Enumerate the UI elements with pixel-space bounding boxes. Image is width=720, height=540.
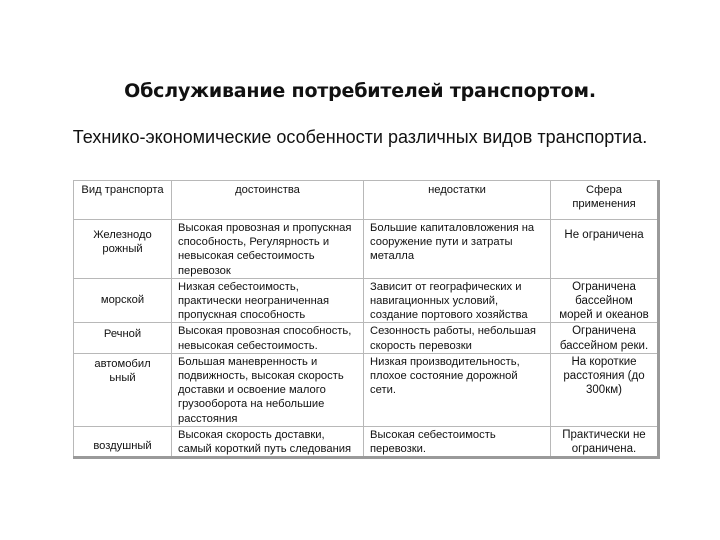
cell-disadvantages: Низкая производительность, плохое состояние дорожной сети. (364, 353, 551, 426)
cell-scope: На короткие расстояния (до 300км) (551, 353, 659, 426)
cell-advantages: Высокая провозная способность, невысокая себестоимость. (172, 323, 364, 353)
cell-disadvantages: Высокая себестоимость перевозки. (364, 426, 551, 457)
transport-comparison-table (73, 180, 660, 459)
cell-type: воздушный (74, 426, 172, 457)
table-row (74, 353, 659, 426)
cell-advantages: Высокая провозная и пропускная способность, Регулярность и невысокая себестоимость перевозок (172, 220, 364, 279)
cell-type: автомобил ьный (74, 353, 172, 426)
cell-scope: Ограничена бассейном реки. (551, 323, 659, 353)
page-subtitle: Технико-экономические особенности различных видов транспортиа. (72, 127, 648, 147)
cell-scope: Ограничена бассейном морей и океанов (551, 278, 659, 323)
table-row (74, 323, 659, 353)
cell-type: Железнодо рожный (74, 220, 172, 279)
cell-scope: Не ограничена (551, 220, 659, 279)
cell-type: морской (74, 278, 172, 323)
table-header-row (74, 181, 659, 220)
header-advantages: достоинства (172, 181, 364, 220)
cell-type: Речной (74, 323, 172, 353)
header-scope: Сфера применения (551, 181, 659, 220)
cell-disadvantages: Зависит от географических и навигационных условий, создание портового хозяйства (364, 278, 551, 323)
cell-advantages: Высокая скорость доставки, самый короткий путь следования (172, 426, 364, 457)
table-row (74, 220, 659, 279)
cell-advantages: Низкая себестоимость, практически неограниченная пропускная способность (172, 278, 364, 323)
page-title: Обслуживание потребителей транспортом. (124, 80, 596, 102)
header-type: Вид транспорта (74, 181, 172, 220)
table-row (74, 426, 659, 457)
cell-disadvantages: Сезонность работы, небольшая скорость перевозки (364, 323, 551, 353)
cell-disadvantages: Большие капиталовложения на сооружение пути и затраты металла (364, 220, 551, 279)
cell-advantages: Большая маневренность и подвижность, высокая скорость доставки и освоение малого грузооборота на небольшие расстояния (172, 353, 364, 426)
header-disadvantages: недостатки (364, 181, 551, 220)
cell-scope: Практически не ограничена. (551, 426, 659, 457)
table-row (74, 278, 659, 323)
